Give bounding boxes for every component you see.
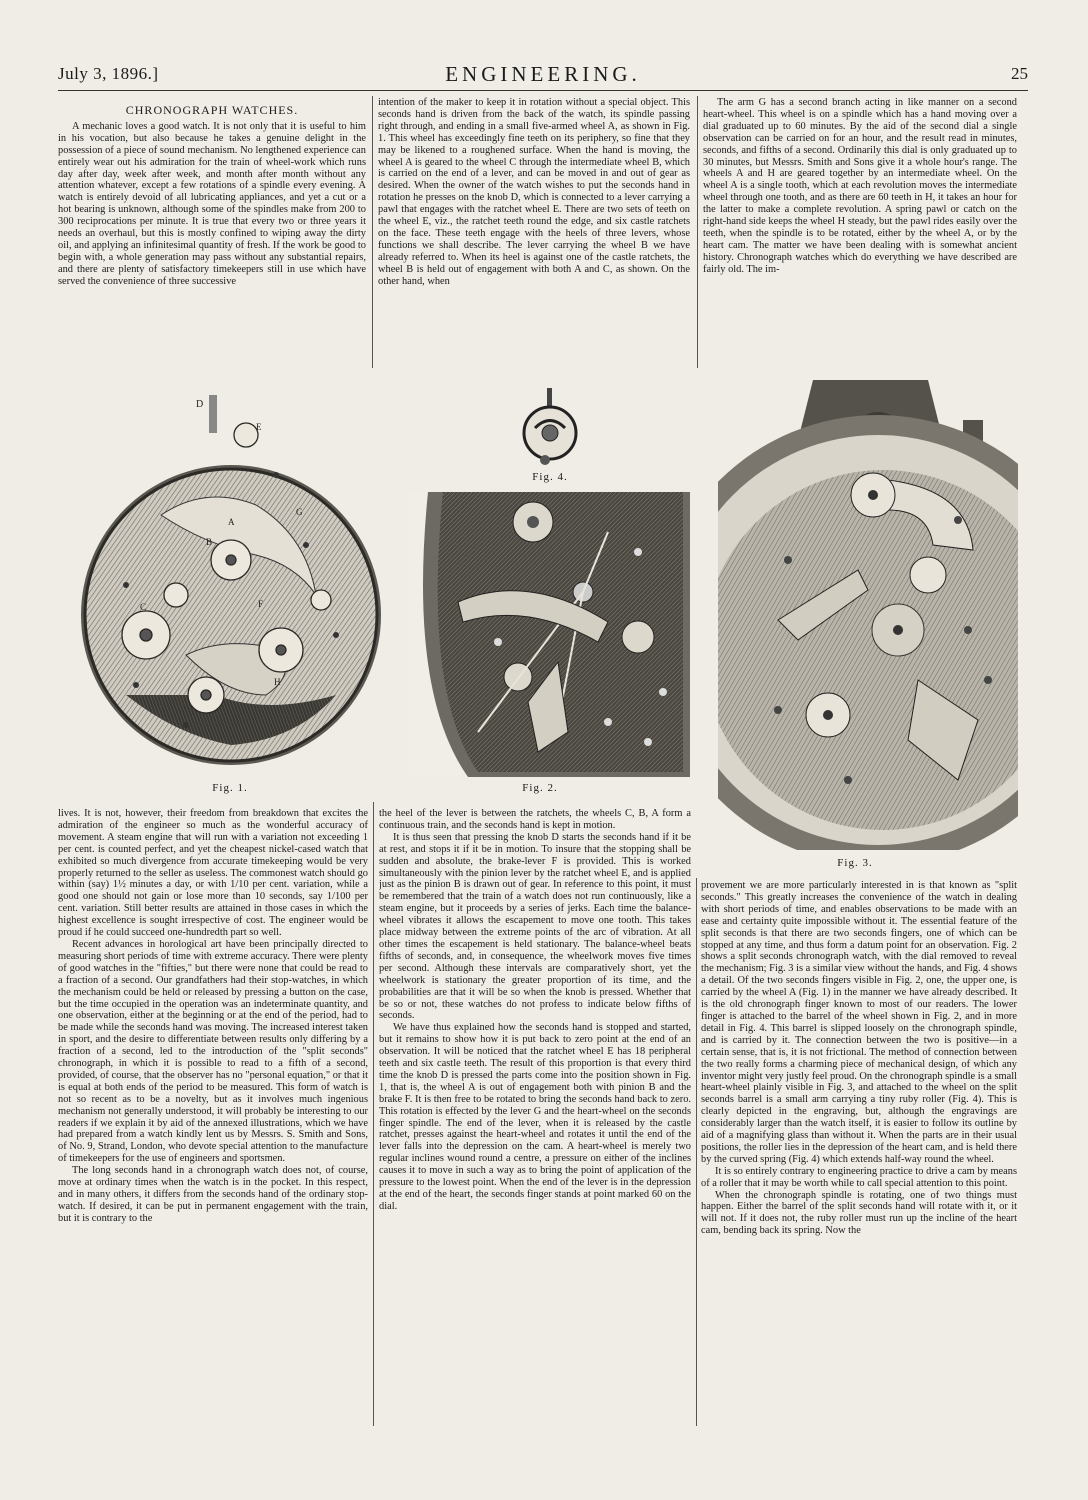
column-3-bottom	[701, 880, 1017, 1426]
paragraph: A mechanic loves a good watch. It is not only that it is useful to him in his vocation, but also because he takes a genuine delight in the possession of a piece of sound mechanism. No lengthened experience can entirely wear out his admiration for the train of wheel-work which runs day after day, week after week, and month after month without any attention whatever, except a few rotations of a spindle every evening. A watch is entirely devoid of all lubricating appliances, and yet a cut or a hot bearing is unknown, although some of the spindles make from 200 to 300 reciprocations per minute. It is true that every two or three years it needs an overhaul, but this is mostly confined to wiping away the dirty oil, and applying an infinitesimal quantity of fresh. If the work be good to begin with, a whole generation may pass without any substantial repairs, and there are plenty of satisfactory timekeepers still in use which have served the convenience of three successive	[58, 120, 366, 287]
column-2-bottom	[379, 808, 691, 1426]
figure-3-caption: Fig. 3.	[837, 857, 873, 869]
article-heading: CHRONOGRAPH WATCHES.	[125, 105, 299, 117]
paragraph: The long seconds hand in a chronograph watch does not, of course, move at ordinary times when the watch is in the pocket. In this respect, and in many others, it differs from the seconds hand of the ordinary stop-watch. If desired, it can be put in permanent engagement with the train, but it is contrary to the	[58, 1165, 368, 1224]
paragraph: lives. It is not, however, their freedom from breakdown that excites the admiration of the engineer so much as the wonderful accuracy of movement. A steam engine that will run with a variation not exceeding 1 per cent. is counted perfect, and yet the cheapest nickel-cased watch that exhibited so much divergence from accurate timekeeping would be very properly returned to the seller as useless. The commonest watch should go within (say) 1½ minutes a day, or with 1/10 per cent. variation, while a good one should not gain or lose more than 10 seconds, say 1/100 per cent. variation. Still better results are attained in those cases in which the highest excellence is sought irrespective of cost. The engineer would be proud if he could succeed one-hundredth part so well.	[58, 808, 368, 939]
column-rule	[697, 96, 698, 368]
column-2-top	[378, 97, 690, 367]
label-letter-g: G	[296, 507, 303, 517]
figure-2-engraving	[408, 492, 690, 777]
figure-4-engraving	[515, 388, 585, 468]
page-number: 25	[1011, 64, 1028, 83]
label-letter-c: C	[140, 602, 147, 612]
figure-1-engraving	[66, 395, 396, 765]
label-letter-h: H	[274, 677, 281, 687]
paragraph: The arm G has a second branch acting in like manner on a second heart-wheel. This wheel is on a spindle which has a hand moving over a dial graduated up to 60 minutes. By the aid of the second dial a single observation can be carried on for an hour, and the result read in minutes, seconds, and fifths of a second. Ordinarily this dial is only graduated up to 30 minutes, but Messrs. Smith and Sons give it a whole hour's range. The wheels A and H are geared together by an intermediate wheel. On the wheel A is a single tooth, which at each revolution moves the intermediate wheel through one tooth, and as there are 60 teeth in H, it takes an hour for the latter to make a complete revolution. A spring pawl or catch on the right-hand side keeps the wheel H steady, but the pawl rides easily over the teeth, when the spindle is to be rotated, either by the wheel A, or by the heart cam. The matter we have been dealing with is somewhat ancient history. Chronograph watches which do everything we have described are fairly old. The im-	[703, 97, 1017, 275]
label-letter-b: B	[206, 537, 213, 547]
figure-3-engraving	[718, 380, 1018, 850]
figure-4-caption: Fig. 4.	[532, 471, 568, 483]
paragraph: When the chronograph spindle is rotating, one of two things must happen. Either the barrel of the split seconds hand will rotate with it, or it will not. If it does not, the ruby roller must run up the incline of the heart cam, bending back its spring. Now the	[701, 1189, 1017, 1237]
column-rule	[696, 878, 697, 1426]
column-rule	[373, 802, 374, 1426]
label-letter-d: D	[196, 399, 204, 410]
paragraph: the heel of the lever is between the ratchets, the wheels C, B, A form a continuous train, and the seconds hand is kept in motion.	[379, 808, 691, 831]
column-1-bottom	[58, 808, 368, 1426]
column-rule	[372, 96, 373, 368]
column-1-top	[58, 105, 366, 367]
figure-1-caption: Fig. 1.	[212, 782, 248, 794]
label-letter-e: E	[256, 422, 262, 432]
paragraph: intention of the maker to keep it in rotation without a special object. This seconds hand is driven from the back of the watch, its spindle passing right through, and ending in a small five-armed wheel A, as shown in Fig. 1. This wheel has exceedingly fine teeth on its periphery, so fine that they may be likened to a roughened surface. When the hand is moving, the wheel A is geared to the wheel C through the intermediate wheel B, which is carried on the end of a lever, and can be moved in and out of gear as desired. When the owner of the watch wishes to put the seconds hand in rotation he presses on the knob D, which is connected to a lever carrying a pawl that engages with the ratchet wheel E. There are two sets of teeth on the wheel E, viz., the ratchet teeth round the edge, and six castle ratchets on the face. These teeth engage with the heels of three levers, whose functions we shall describe. The lever carrying the wheel B we have already referred to. When its heel is against one of the castle ratchets, the wheel B is held out of engagement with both A and C, as shown. On the other hand, when	[378, 97, 690, 287]
paragraph: provement we are more particularly interested in is that known as "split seconds." This greatly increases the convenience of the watch in dealing with short periods of time, and enables observations to be made with an ease and certainty quite impossible without it. The essential feature of the split seconds is that there are two seconds fingers, one of which can be stopped at any time, and thus form a datum point for an observation. Fig. 2 shows a split seconds chronograph watch, with the dial removed to reveal the mechanism; Fig. 3 is a similar view without the hands, and Fig. 4 shows a detail. Of the two seconds fingers visible in Fig. 2, one, the upper one, is carried by the wheel A (Fig. 1) in the manner we have already described. It is the old chronograph finger known to most of our readers. The lower finger is attached to the barrel of the wheel shown in Fig. 2, and in more detail in Fig. 4. This barrel is slipped loosely on the chronograph spindle, and is carried by it. The connection between the two is positive—in a certain sense, that is, it is not frictional. The method of connection between the two really forms a charming piece of mechanical design, of which any inventor might very justly feel proud. On the chronograph spindle is a small heart-wheel plainly visible in Fig. 3, and attached to the wheel on the split seconds barrel is a small arm carrying a tiny ruby roller (Fig. 4). This is clearly depicted in the engraving, but, although the engravings are considerably larger than the watch itself, it is easier to follow its outline by aid of a magnifying glass than without it. When the parts are in their usual positions, the roller lies in the depression of the heart cam, and is held there by the curved spring (Fig. 4) which extends half-way round the wheel.	[701, 880, 1017, 1165]
publication-title: ENGINEERING.	[445, 62, 641, 86]
paragraph: It is thus seen that pressing the knob D starts the seconds hand if it be at rest, and stops it if it be in motion. To insure that the stopping shall be sudden and absolute, the brake-lever F is provided. This is worked simultaneously with the pinion lever by the ratchet wheel E, and is applied just as the pinion B is drawn out of gear. In reference to this point, it must be remembered that the train of a watch does not run continuously, like a steam engine, but it proceeds by a series of jerks. Each time the balance-wheel vibrates it allows the escapement to move one tooth. This takes place midway between the extreme points of the arc of vibration. At all other times the escapement is held stationary. The balance-wheel beats fifths of seconds, and, in consequence, the wheelwork moves five times per second. Although these intervals are comparatively short, yet the wheelwork is stationary the greater proportion of its time, and the probabilities are that it will be so when the knob is pressed. Whether that be so or not, these watches do not profess to indicate below fifths of seconds.	[379, 831, 691, 1022]
label-letter-a: A	[228, 517, 235, 527]
label-letter-f: F	[258, 599, 264, 609]
page-header	[58, 64, 1028, 91]
column-3-top	[703, 97, 1017, 367]
figure-2-caption: Fig. 2.	[522, 782, 558, 794]
issue-date: July 3, 1896.]	[58, 64, 159, 83]
paragraph: Recent advances in horological art have been principally directed to measuring short periods of time with extreme accuracy. There were plenty of good watches in the "fifties," but there were none that could be read to a fraction of a second. Our grandfathers had their stop-watches, in which the mechanism could be held or released by pressing a button on the case, but the time occupied in the operation was an indeterminate quantity, and one observation, either at the beginning or at the end of the period, had to be made while the seconds hand was moving. The increased interest taken in sport, and the desire to differentiate between results only differing by a fraction of a second, led to the introduction of the "split seconds" chronograph, in which it is possible to read to a fifth of a second, provided, of course, that the observer has no "personal equation," or that it is equal at both ends of the period to be measured. This form of watch is not so recent as to be a novelty, but as it involves much ingenious mechanism not generally understood, it will probably be interesting to our readers if we explain it by aid of the annexed illustrations, which we have had prepared from a watch kindly lent us by Messrs. S. Smith and Sons, of No. 9, Strand, London, who devote special attention to the manufacture of timekeepers for the use of engineers and sportsmen.	[58, 938, 368, 1165]
paragraph: It is so entirely contrary to engineering practice to drive a cam by means of a roller that it may be worth while to call special attention to this point.	[701, 1165, 1017, 1189]
paragraph: We have thus explained how the seconds hand is stopped and started, but it remains to show how it is put back to zero point at the end of an observation. It will be noticed that the ratchet wheel E has 18 peripheral teeth and six castle teeth. The result of this proportion is that every third time the knob D is pressed the parts come into the position shown in Fig. 1, that is, the wheel A is out of engagement both with pinion B and the brake F. It is then free to be rotated to bring the seconds hand back to zero. This rotation is effected by the lever G and the heart-wheel on the seconds finger spindle. The end of the lever, when it is released by the castle ratchet, presses against the heart-wheel and rotates it until the end of the lever falls into the depression on the cam. A heart-wheel is merely two regular inclines wound round a centre, a pressure on either of the inclines causes it to move in such a way as to bring the point of application of the pressure to the lowest point. When the end of the lever is in the depression at the end of the heart, the seconds finger stands at point marked 60 on the dial.	[379, 1022, 691, 1212]
